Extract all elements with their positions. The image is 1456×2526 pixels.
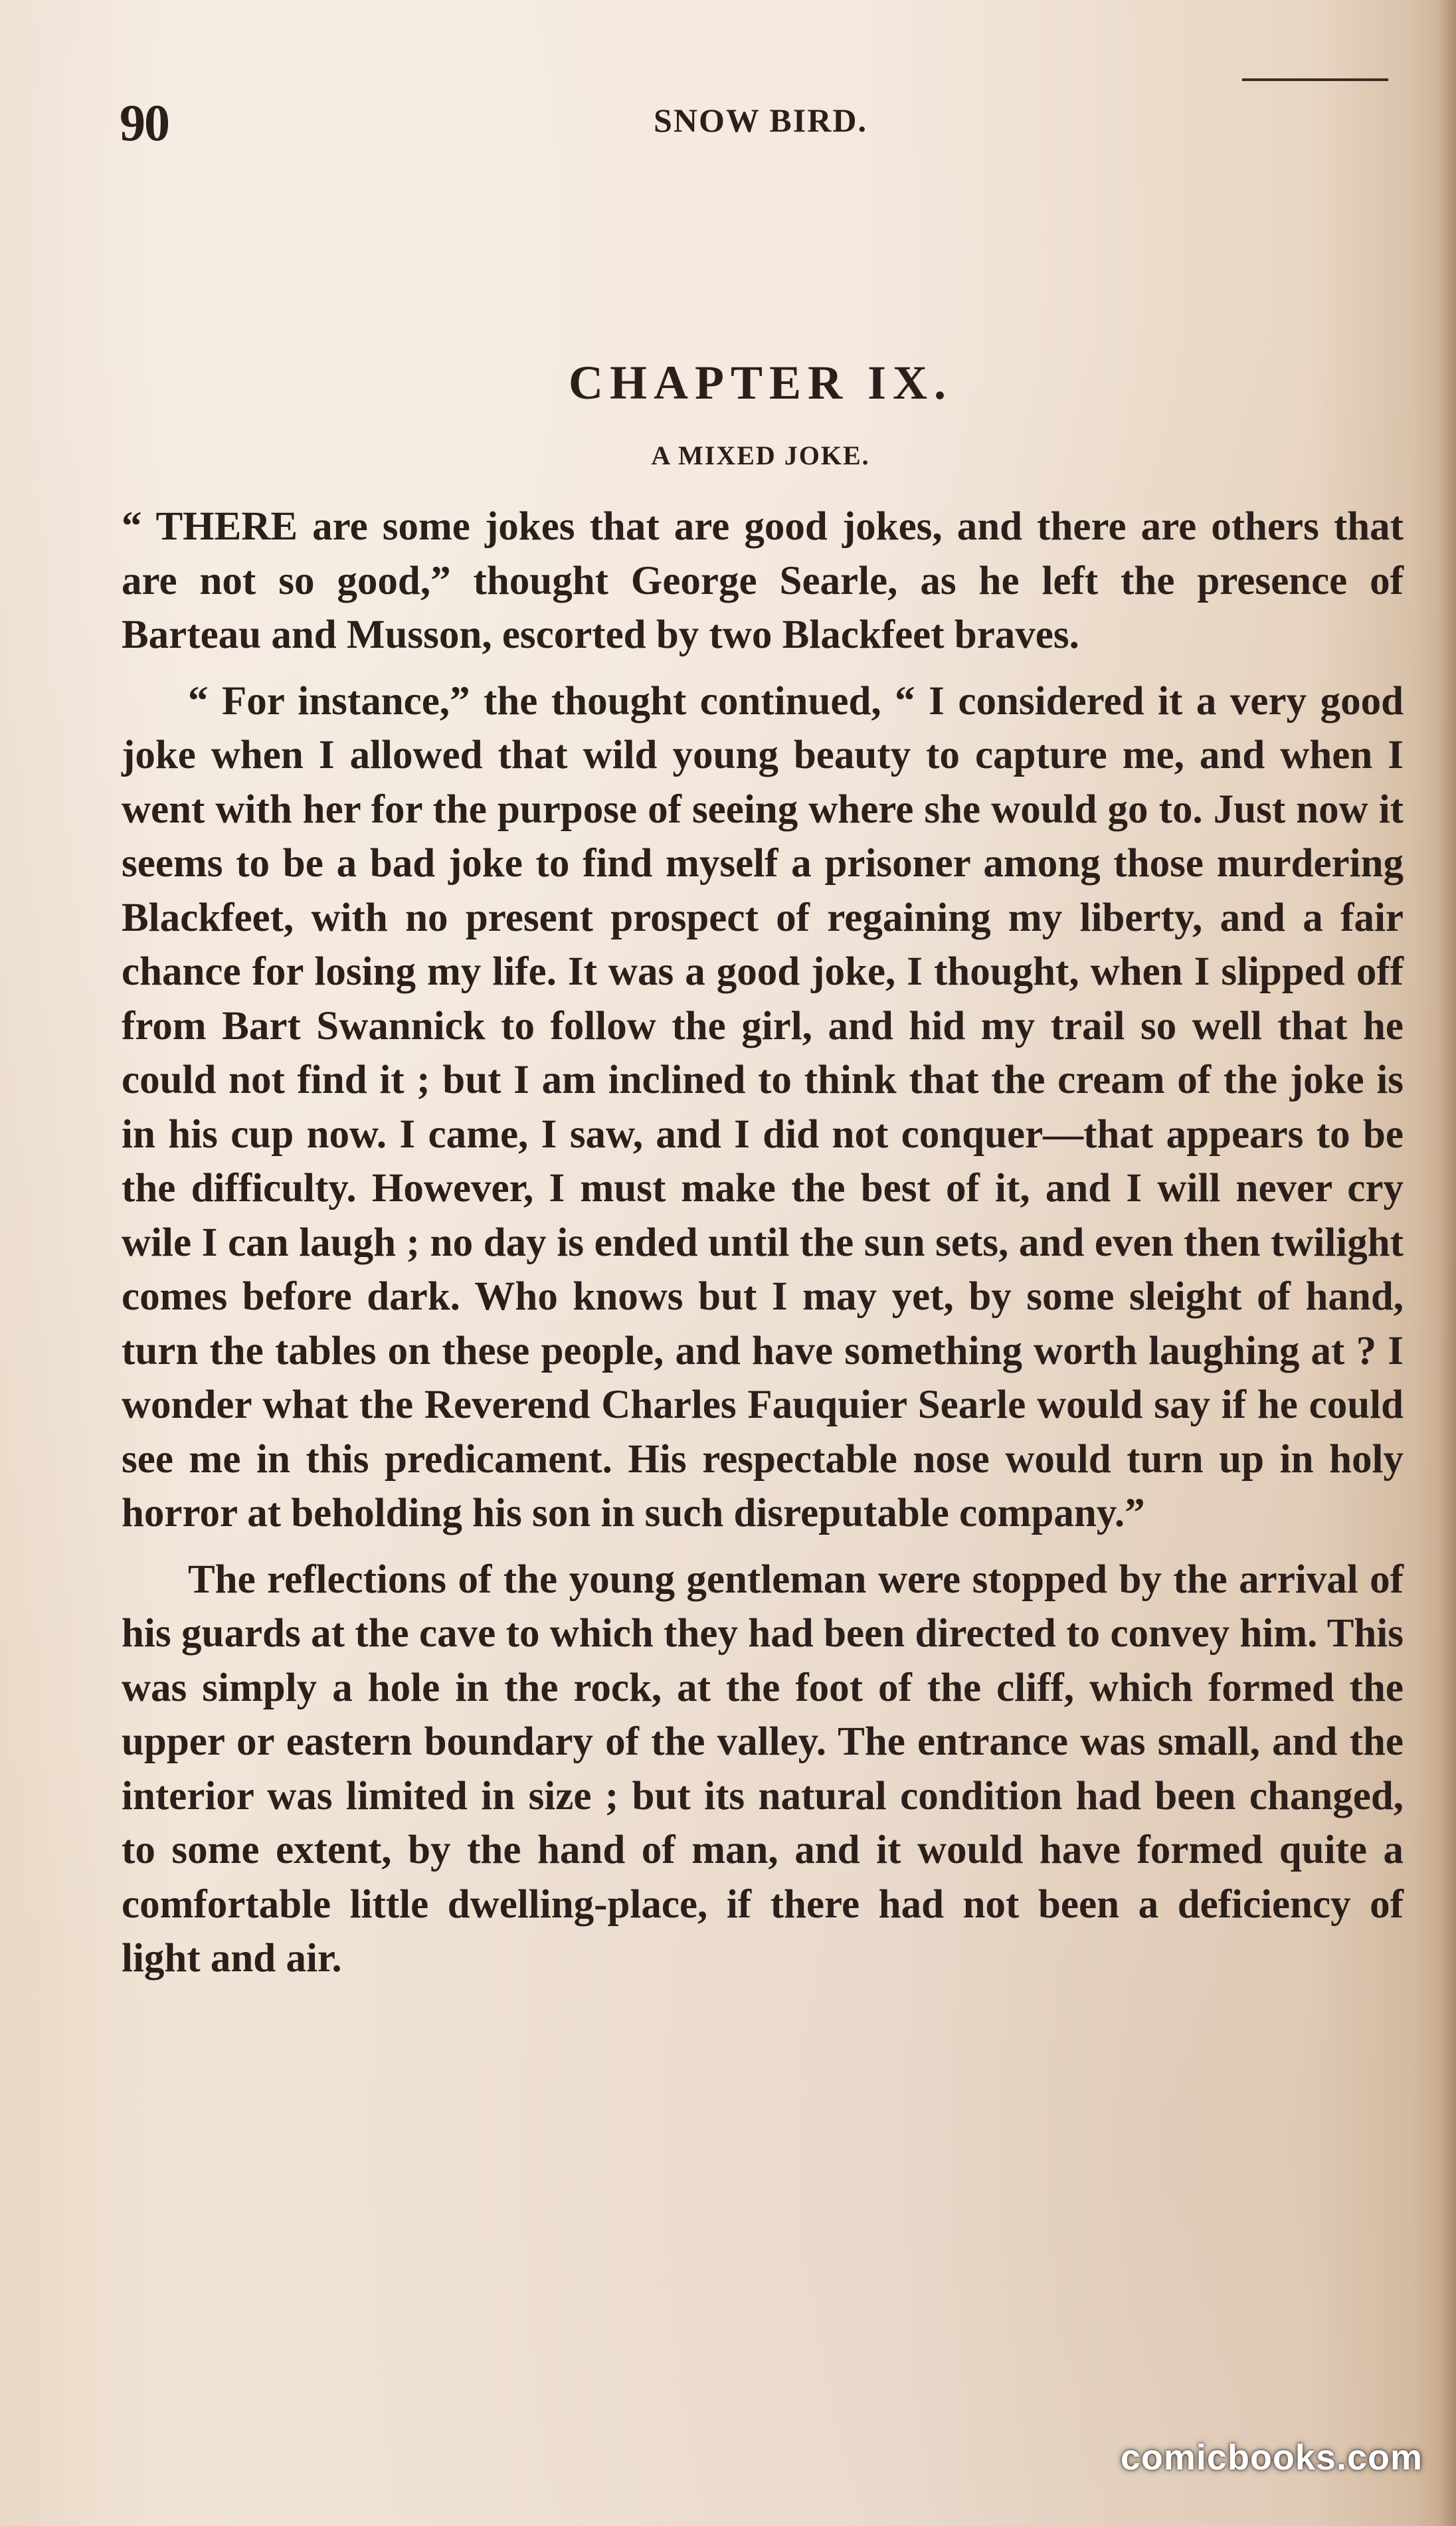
running-head: SNOW BIRD. — [654, 102, 867, 139]
body-text — [122, 500, 1404, 1986]
chapter-subtitle: A MIXED JOKE. — [651, 440, 870, 470]
header-rule — [1242, 78, 1388, 81]
paragraph-1: “ THERE are some jokes that are good jokes, and there are others that are not so good,” thought George Searle, as he left the presence of Barteau and Musson, escorted by two Blackfeet braves. — [122, 504, 1404, 657]
chapter-title: CHAPTER IX. — [568, 356, 953, 409]
page-edge-shadow — [1439, 0, 1456, 2526]
page-number: 90 — [120, 94, 169, 151]
watermark: comicbooks.com — [1120, 2438, 1423, 2477]
paragraph-2: “ For instance,” the thought continued, “ I considered it a very good joke when I allowed that wild young beauty to capture me, and when I went with her for the purpose of seeing where she would go to. Just now it seems to be a bad joke to find myself a prisoner among those murdering Blackfeet, with no present prospect of regaining my liberty, and a fair chance for losing my life. It was a good joke, I thought, when I slipped off from Bart Swannick to follow the girl, and hid my trail so well that he could not find it ; but I am inclined to think that the cream of the joke is in his cup now. I came, I saw, and I did not conquer—that appears to be the difficulty. However, I must make the best of it, and I will never cry wile I can laugh ; no day is ended until the sun sets, and even then twilight comes before dark. Who knows but I may yet, by some sleight of hand, turn the tables on these people, and have something worth laughing at ? I wonder what the Reverend Charles Fauquier Searle would say if he could see me in this predicament. His respectable nose would turn up in holy horror at beholding his son in such disreputable company.” — [122, 678, 1404, 1535]
paragraph-3: The reflections of the young gentleman were stopped by the arrival of his guards at the cave to which they had been directed to convey him. This was simply a hole in the rock, at the foot of the cliff, which formed the upper or eastern boundary of the valley. The entrance was small, and the interior was limited in size ; but its natural condition had been changed, to some extent, by the hand of man, and it would have formed quite a comfortable little dwelling-place, if there had not been a deficiency of light and air. — [122, 1557, 1404, 1981]
page-header — [120, 93, 1402, 151]
